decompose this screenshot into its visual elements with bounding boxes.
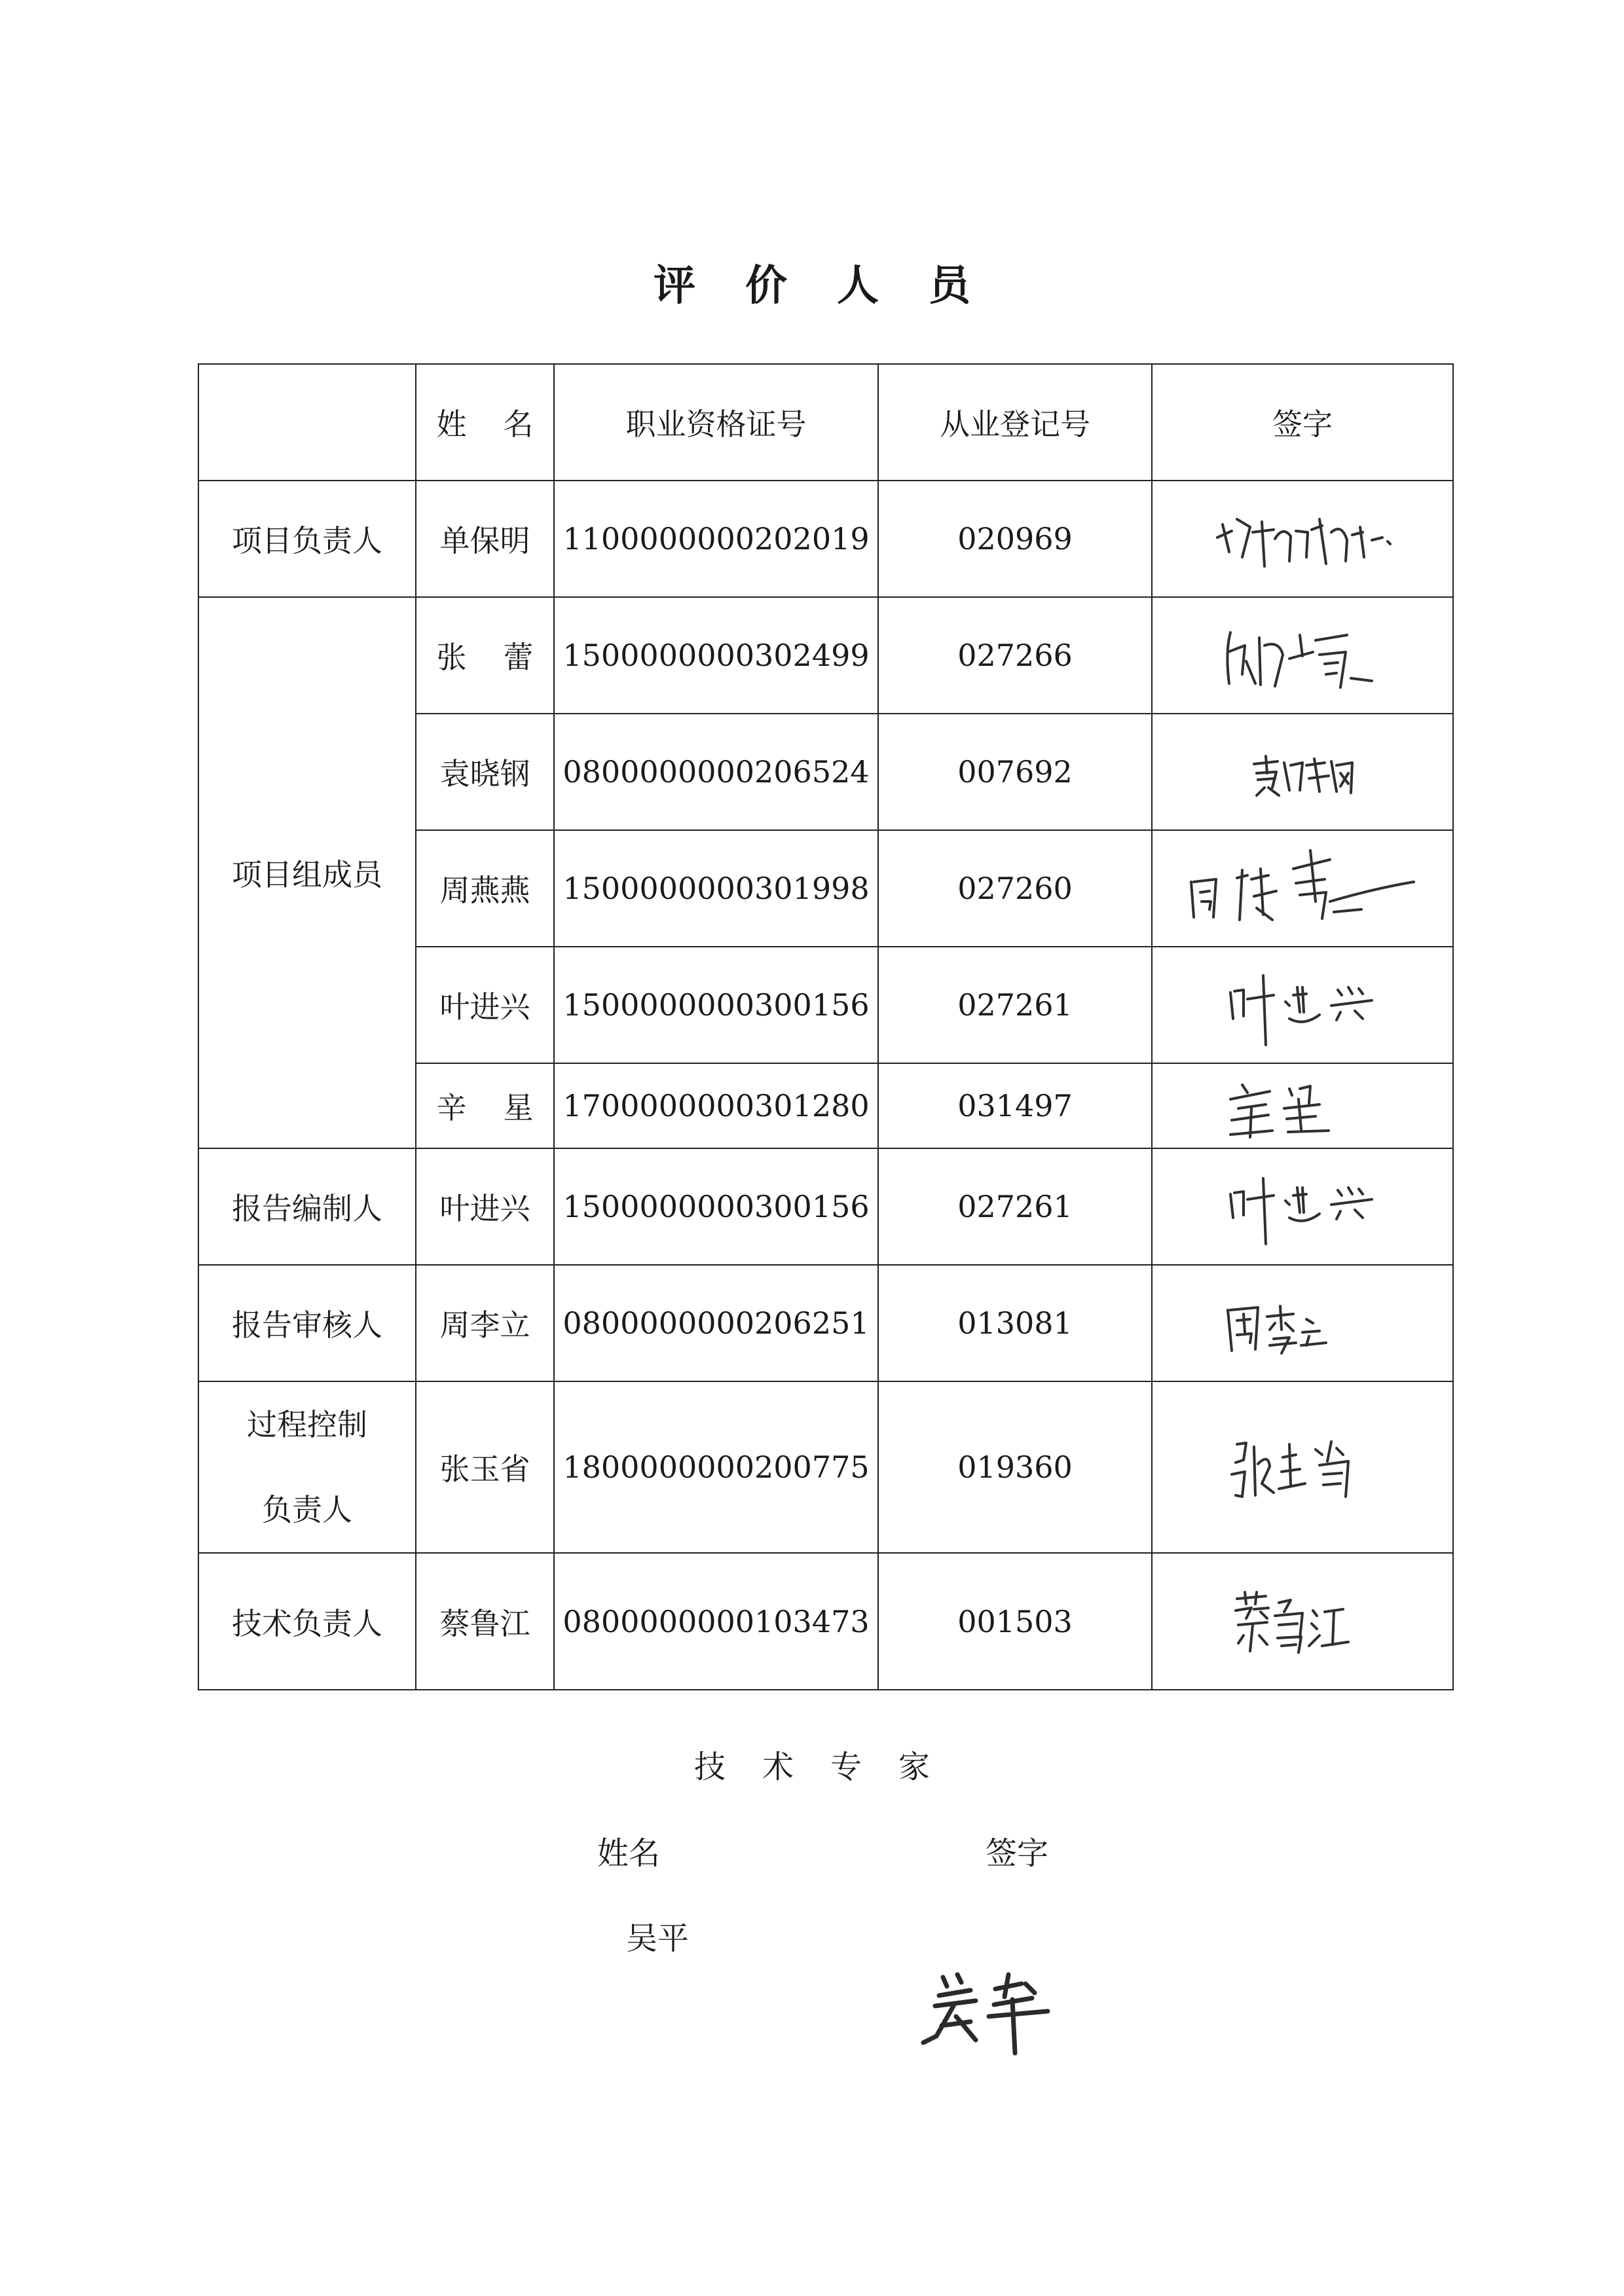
signature-cell <box>1152 597 1453 714</box>
header-registration: 从业登记号 <box>878 364 1152 481</box>
signature-image <box>1191 1066 1414 1145</box>
qualification-cell: 1100000000202019 <box>554 481 878 597</box>
qualification-cell: 0800000000103473 <box>554 1553 878 1690</box>
signature-image <box>1191 493 1414 585</box>
name-cell: 辛 星 <box>416 1063 554 1148</box>
expert-signature-header: 签字 <box>986 1835 1049 1872</box>
signature-image <box>1191 1573 1414 1671</box>
signature-cell <box>1152 1381 1453 1553</box>
name-cell: 周燕燕 <box>416 830 554 947</box>
qualification-cell: 1500000000300156 <box>554 1148 878 1265</box>
role-cell: 报告编制人 <box>198 1148 416 1265</box>
qualification-cell: 1500000000301998 <box>554 830 878 947</box>
table-header-row <box>198 364 1453 481</box>
signature-cell <box>1152 947 1453 1063</box>
signature-image <box>1191 1157 1414 1256</box>
qualification-cell: 1800000000200775 <box>554 1381 878 1553</box>
title-char: 人 <box>837 261 879 310</box>
qualification-cell: 1500000000300156 <box>554 947 878 1063</box>
experts-title-char: 术 <box>762 1749 794 1785</box>
expert-signature-image <box>897 1958 1133 2062</box>
role-cell: 过程控制 负责人 <box>198 1381 416 1553</box>
qualification-cell: 1700000000301280 <box>554 1063 878 1148</box>
signature-cell <box>1152 1063 1453 1148</box>
registration-cell: 013081 <box>878 1265 1152 1381</box>
name-cell: 袁晓钢 <box>416 714 554 830</box>
signature-cell <box>1152 481 1453 597</box>
title-char: 员 <box>929 261 970 310</box>
header-role <box>198 364 416 481</box>
qualification-cell: 1500000000302499 <box>554 597 878 714</box>
title-char: 价 <box>745 261 787 310</box>
expert-name-header: 姓名 <box>597 1835 661 1872</box>
header-signature: 签字 <box>1152 364 1453 481</box>
header-qualification: 职业资格证号 <box>554 364 878 481</box>
header-name: 姓 名 <box>416 364 554 481</box>
signature-image <box>1191 1277 1414 1369</box>
table-row <box>198 1553 1453 1690</box>
table-row <box>198 1148 1453 1265</box>
qualification-cell: 0800000000206251 <box>554 1265 878 1381</box>
signature-image <box>1191 1412 1414 1523</box>
table-row <box>198 1381 1453 1553</box>
signature-image <box>1191 956 1414 1054</box>
page-title <box>0 252 1624 312</box>
role-cell: 报告审核人 <box>198 1265 416 1381</box>
registration-cell: 027261 <box>878 1148 1152 1265</box>
name-cell: 单保明 <box>416 481 554 597</box>
signature-cell <box>1152 714 1453 830</box>
signature-image <box>1165 836 1440 941</box>
signature-cell <box>1152 830 1453 947</box>
experts-title <box>0 1741 1624 1787</box>
registration-cell: 001503 <box>878 1553 1152 1690</box>
personnel-table <box>198 363 1454 1690</box>
name-cell: 周李立 <box>416 1265 554 1381</box>
role-cell: 项目负责人 <box>198 481 416 597</box>
role-cell: 技术负责人 <box>198 1553 416 1690</box>
registration-cell: 019360 <box>878 1381 1152 1553</box>
signature-cell <box>1152 1265 1453 1381</box>
name-cell: 张玉省 <box>416 1381 554 1553</box>
signature-image <box>1191 606 1414 704</box>
qualification-cell: 0800000000206524 <box>554 714 878 830</box>
name-cell: 叶进兴 <box>416 947 554 1063</box>
signature-image <box>1191 733 1414 811</box>
registration-cell: 027261 <box>878 947 1152 1063</box>
registration-cell: 031497 <box>878 1063 1152 1148</box>
experts-title-char: 家 <box>898 1749 931 1785</box>
name-cell: 蔡鲁江 <box>416 1553 554 1690</box>
name-cell: 张 蕾 <box>416 597 554 714</box>
registration-cell: 007692 <box>878 714 1152 830</box>
registration-cell: 020969 <box>878 481 1152 597</box>
registration-cell: 027266 <box>878 597 1152 714</box>
experts-title-char: 专 <box>830 1749 862 1785</box>
signature-cell <box>1152 1148 1453 1265</box>
table-row <box>198 1265 1453 1381</box>
registration-cell: 027260 <box>878 830 1152 947</box>
role-cell: 项目组成员 <box>198 597 416 1148</box>
experts-title-char: 技 <box>693 1749 726 1785</box>
title-char: 评 <box>654 261 695 310</box>
expert-name: 吴平 <box>626 1920 690 1957</box>
name-cell: 叶进兴 <box>416 1148 554 1265</box>
table-row <box>198 597 1453 714</box>
table-row <box>198 481 1453 597</box>
signature-cell <box>1152 1553 1453 1690</box>
